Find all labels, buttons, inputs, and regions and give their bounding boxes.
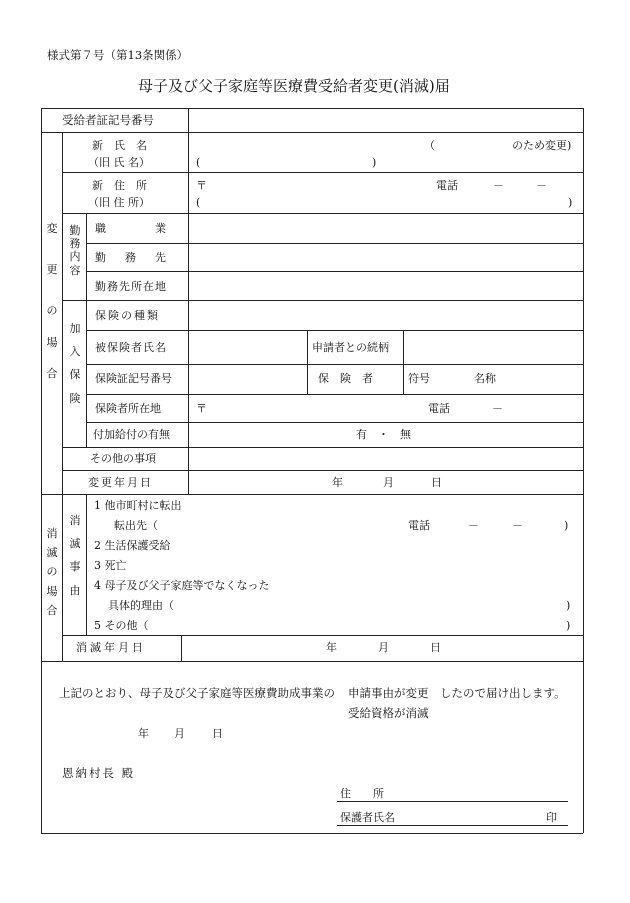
reason-5[interactable]: 5 その他（ xyxy=(94,619,149,632)
extinction-date-day: 日 xyxy=(430,641,441,654)
reason-3[interactable]: 3 死亡 xyxy=(94,559,127,572)
insurance-type-field[interactable] xyxy=(190,302,580,328)
insurance-card-number-field[interactable] xyxy=(190,366,305,392)
extinction-reason-label: 消 滅 事 由 xyxy=(69,514,81,597)
insurer-address-label: 保険者所在地 xyxy=(95,402,161,415)
phone-label: 電話 xyxy=(436,179,458,192)
new-address-label: 新 住 所 xyxy=(92,179,147,192)
extinction-date-month: 月 xyxy=(378,641,389,654)
insured-name-label: 被保険者氏名 xyxy=(95,341,167,354)
symbol-label: 符号 xyxy=(408,372,430,385)
old-address-paren-open: ( xyxy=(196,196,201,209)
change-date-day: 日 xyxy=(431,476,442,489)
reason-1-destination-label: 転出先（ xyxy=(114,519,158,532)
section-extinction-label: 消 滅 の 場 合 xyxy=(46,527,58,617)
phone-dash-1: － xyxy=(493,179,504,192)
insurer-postal-mark: 〒 xyxy=(196,402,207,415)
page-title: 母子及び父子家庭等医療費受給者変更(消滅)届 xyxy=(138,77,450,95)
reason-4[interactable]: 4 母子及び父子家庭等でなくなった xyxy=(94,579,270,592)
new-name-field[interactable] xyxy=(190,135,420,152)
workplace-address-label: 勤務先所在地 xyxy=(95,280,167,293)
old-name-field[interactable] xyxy=(202,154,370,170)
cert-number-label: 受給者証記号番号 xyxy=(62,113,154,127)
insurance-label: 加 入 保 険 xyxy=(69,322,81,405)
old-address-label: （旧 住 所） xyxy=(88,196,150,209)
other-matters-field[interactable] xyxy=(190,449,580,468)
relation-field[interactable] xyxy=(405,332,581,362)
old-name-paren-close: ) xyxy=(372,156,377,169)
change-date-year: 年 xyxy=(332,476,343,489)
phone-dash-2: － xyxy=(536,179,547,192)
additional-benefit-label: 付加給付の有無 xyxy=(93,428,170,441)
name-label: 名称 xyxy=(474,372,496,385)
reason-5-detail-field[interactable] xyxy=(156,617,560,633)
new-name-label: 新 氏 名 xyxy=(92,139,147,152)
additional-benefit-options[interactable]: 有 ・ 無 xyxy=(356,428,411,441)
reason-1-phone-dash-1: － xyxy=(468,519,479,532)
declaration-year: 年 xyxy=(138,727,149,740)
old-name-paren-open: ( xyxy=(196,156,201,169)
occupation-field[interactable] xyxy=(190,215,580,241)
old-name-label: （旧 氏 名） xyxy=(88,156,150,169)
reason-1-destination-field[interactable] xyxy=(172,517,402,533)
new-address-field[interactable] xyxy=(206,175,430,192)
postal-mark: 〒 xyxy=(196,179,207,192)
form-number: 様式第７号（第13条関係） xyxy=(47,48,189,62)
declaration-day: 日 xyxy=(212,727,223,740)
guardian-name-label: 保護者氏名 xyxy=(340,811,395,824)
relation-label: 申請者との続柄 xyxy=(312,341,389,354)
reason-5-paren-close: ) xyxy=(566,619,571,632)
occupation-label: 職 業 xyxy=(95,222,175,235)
reason-1[interactable]: 1 他市町村に転出 xyxy=(94,499,182,512)
extinction-date-label: 消滅年月日 xyxy=(76,641,146,654)
workplace-address-field[interactable] xyxy=(190,273,580,298)
addressee: 恩納村長 殿 xyxy=(62,766,136,780)
insurance-card-number-label: 保険証記号番号 xyxy=(95,372,172,385)
name-change-reason: のため変更) xyxy=(512,139,572,152)
reason-1-phone-label: 電話 xyxy=(408,519,430,532)
name-change-paren-open: （ xyxy=(424,139,435,152)
workplace-label: 勤 務 先 xyxy=(95,251,170,264)
employment-label: 勤 務 内 容 xyxy=(69,224,81,277)
section-change-label: 変 更 の 場 合 xyxy=(46,222,58,380)
reason-4-detail-label: 具体的理由（ xyxy=(108,599,174,612)
extinction-date-year: 年 xyxy=(326,641,337,654)
workplace-field[interactable] xyxy=(190,245,580,269)
other-matters-label: その他の事項 xyxy=(90,452,156,465)
insurer-phone-label: 電話 xyxy=(428,402,450,415)
old-address-field[interactable] xyxy=(202,194,566,211)
change-date-month: 月 xyxy=(383,476,394,489)
declaration-option-1[interactable]: 申請事由が変更 xyxy=(348,686,429,700)
insurance-type-label: 保険の種類 xyxy=(95,309,160,322)
reason-1-phone-dash-2: － xyxy=(512,519,523,532)
change-date-label: 変更年月日 xyxy=(88,476,153,489)
reason-1-paren-close: ) xyxy=(564,519,569,532)
guardian-name-field[interactable] xyxy=(408,809,542,825)
applicant-address-field[interactable] xyxy=(410,785,566,801)
reason-4-detail-field[interactable] xyxy=(180,597,560,613)
declaration-option-2[interactable]: 受給資格が消滅 xyxy=(348,706,429,720)
reason-4-paren-close: ) xyxy=(566,599,571,612)
insurer-label: 保 険 者 xyxy=(318,372,373,385)
old-address-paren-close: ) xyxy=(568,196,573,209)
seal-mark: 印 xyxy=(546,811,557,824)
cert-number-field[interactable] xyxy=(190,110,580,130)
declaration-suffix: したので届け出します。 xyxy=(440,686,566,700)
insurer-address-field[interactable] xyxy=(206,396,424,420)
declaration-text: 上記のとおり、母子及び父子家庭等医療費助成事業の xyxy=(59,686,335,700)
reason-2[interactable]: 2 生活保護受給 xyxy=(94,539,171,552)
insured-name-field[interactable] xyxy=(190,332,305,362)
insurer-phone-dash: － xyxy=(492,402,503,415)
declaration-month: 月 xyxy=(174,727,185,740)
applicant-address-label: 住 所 xyxy=(340,787,384,800)
